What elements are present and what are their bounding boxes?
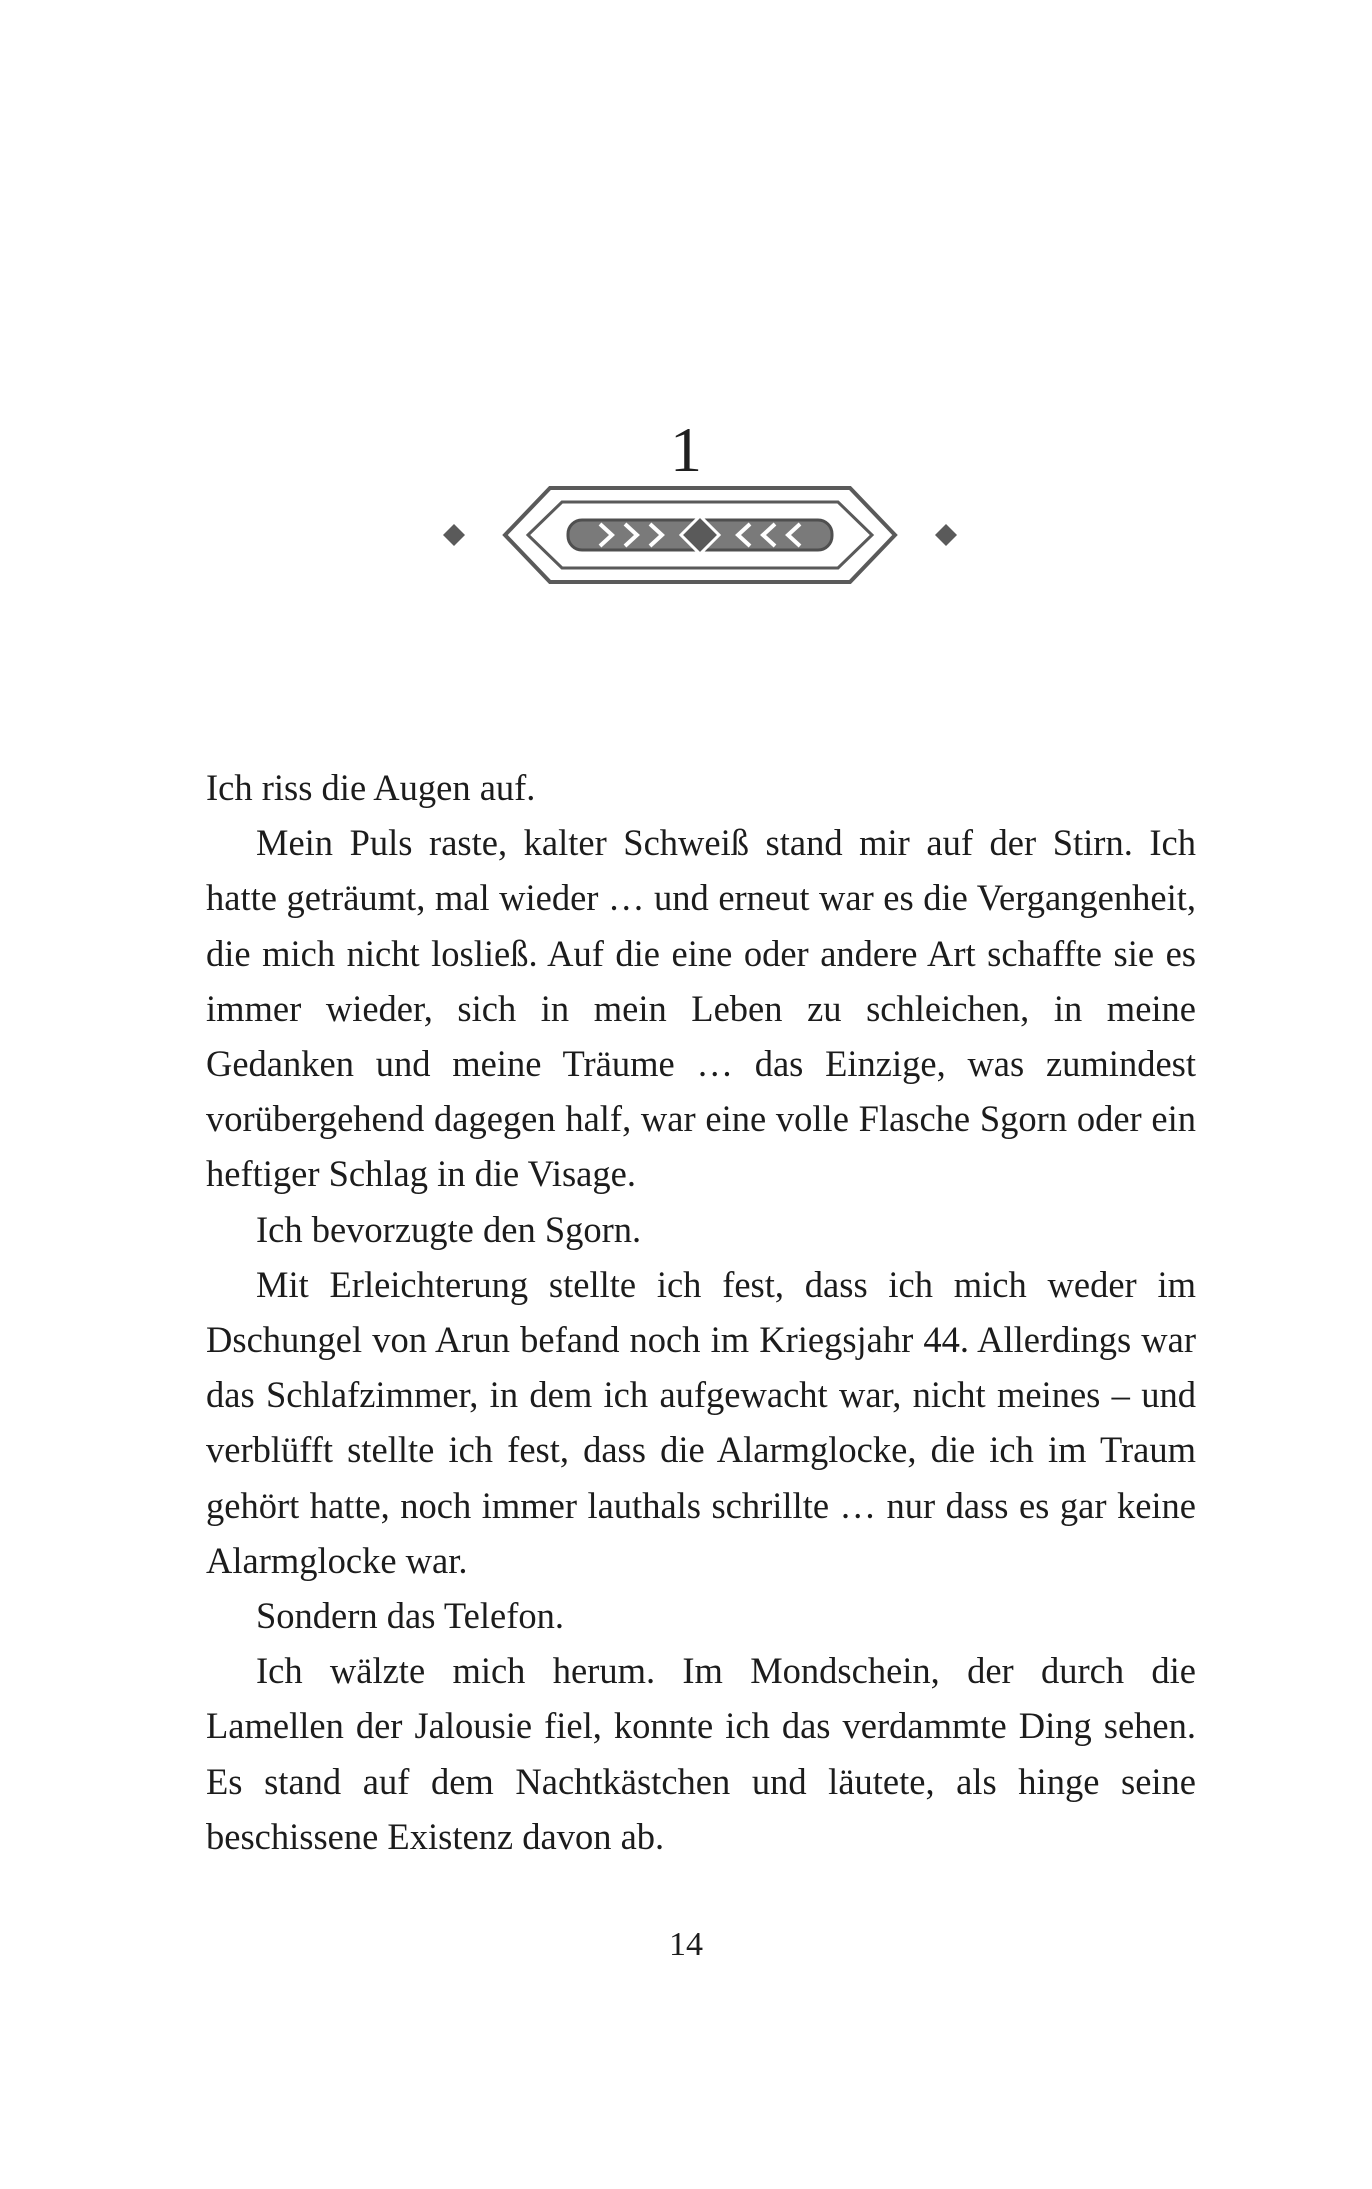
- page-number: 14: [669, 1926, 703, 1963]
- paragraph: Mit Erleichterung stellte ich fest, dass ich mich weder im Dschungel von Arun befand noch im Kriegsjahr 44. Allerdings war das Schlafzimmer, in dem ich aufgewacht war, nicht meines – und verblüfft stellte ich fest, dass die Alarmglocke, die ich im Traum gehört hatte, noch immer lauthals schrillte … nur dass es gar keine Alarmglocke war.: [206, 1263, 1196, 1581]
- paragraph: Sondern das Telefon.: [256, 1595, 564, 1637]
- chapter-number: 1: [670, 414, 702, 485]
- paragraph: Ich bevorzugte den Sgorn.: [256, 1208, 642, 1250]
- paragraph: Ich wälzte mich herum. Im Mondschein, der durch die Lamellen der Jalousie fiel, konnte ich das verdammte Ding sehen. Es stand auf dem Nachtkästchen und läutete, als hinge seine beschissene Existenz davon ab.: [206, 1650, 1196, 1857]
- paragraph: Mein Puls raste, kalter Schweiß stand mir auf der Stirn. Ich hatte geträumt, mal wieder … und erneut war es die Vergangenheit, die mich nicht losließ. Auf die eine oder andere Art schaffte sie es immer wieder, sich in mein Leben zu schleichen, in meine Gedanken und meine Träume … das Einzige, was zumindest vorübergehend dagegen half, war eine volle Flasche Sgorn oder ein heftiger Schlag in die Visage.: [206, 822, 1196, 1195]
- chapter-body-text: [206, 760, 1196, 1864]
- chapter-ornament-icon: [430, 480, 970, 590]
- paragraph: Ich riss die Augen auf.: [206, 767, 536, 808]
